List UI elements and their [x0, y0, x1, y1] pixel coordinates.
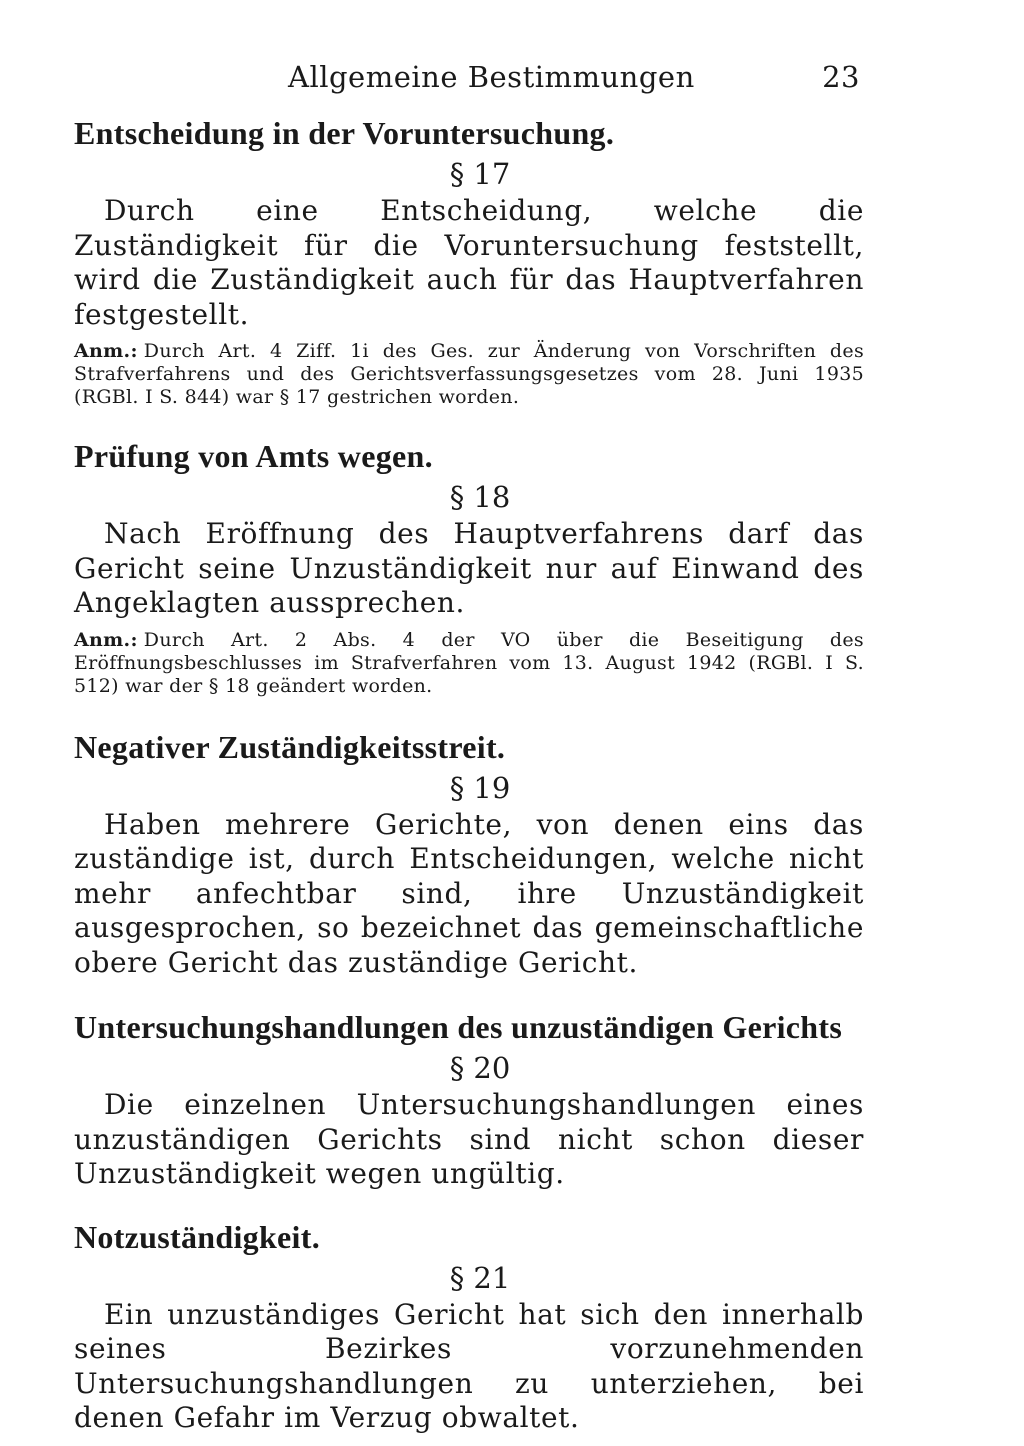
section-heading: Negativer Zuständigkeitsstreit.	[74, 728, 506, 765]
annotation-label: Anm.:	[74, 340, 138, 362]
section-heading: Untersuchungshandlungen des unzuständigen Gerichts	[74, 1009, 843, 1045]
section-18	[74, 435, 864, 698]
annotation	[74, 629, 864, 698]
annotation-text: Durch Art. 2 Abs. 4 der VO über die Beseitigung des Eröffnungsbeschlusses im Strafverfahren vom 13. August 1942 (RGBl. I S. 512) war der § 18 geändert worden.	[74, 628, 864, 697]
running-head	[74, 56, 864, 106]
paragraph-number: § 21	[449, 1260, 511, 1295]
annotation	[74, 340, 864, 409]
section-19	[74, 726, 864, 981]
section-heading: Prüfung von Amts wegen.	[74, 438, 433, 474]
annotation-text: Durch Art. 4 Ziff. 1i des Ges. zur Änderung von Vorschriften des Strafverfahrens und des Gerichtsverfassungsgesetzes vom 28. Juni 1935 (RGBl. I S. 844) war § 17 gestrichen worden.	[74, 340, 864, 408]
annotation-label: Anm.:	[74, 628, 138, 651]
page-number: 23	[822, 60, 860, 94]
document-page	[74, 56, 864, 1436]
paragraph-number: § 19	[449, 770, 511, 805]
paragraph-text: Die einzelnen Untersuchungshandlungen eines unzuständigen Gerichts sind nicht schon dieser Unzuständigkeit wegen ungültig.	[74, 1088, 864, 1190]
section-20	[74, 1006, 864, 1192]
paragraph-text: Ein unzuständiges Gericht hat sich den innerhalb seines Bezirkes vorzunehmenden Untersuchungshandlungen zu unterziehen, bei denen Gefahr im Verzug obwaltet.	[74, 1297, 864, 1434]
paragraph-text: Durch eine Entscheidung, welche die Zuständigkeit für die Voruntersuchung feststellt, wird die Zuständigkeit auch für das Hauptverfahren festgestellt.	[74, 194, 864, 331]
section-heading: Notzuständigkeit.	[74, 1218, 321, 1255]
paragraph-text: Nach Eröffnung des Hauptverfahrens darf das Gericht seine Unzuständigkeit nur auf Einwand des Angeklagten aussprechen.	[74, 517, 864, 619]
section-heading: Entscheidung in der Voruntersuchung.	[74, 115, 615, 151]
running-head-title: Allgemeine Bestimmungen	[288, 60, 695, 94]
paragraph-number: § 18	[449, 480, 511, 514]
section-17	[74, 112, 864, 409]
paragraph-number: § 20	[449, 1051, 511, 1085]
paragraph-number: § 17	[449, 157, 511, 191]
paragraph-text: Haben mehrere Gerichte, von denen eins das zuständige ist, durch Entscheidungen, welche nicht mehr anfechtbar sind, ihre Unzuständigkeit ausgesprochen, so bezeichnet das gemeinschaftliche obere Gericht das zuständige Gericht.	[74, 807, 864, 979]
section-21	[74, 1216, 864, 1436]
